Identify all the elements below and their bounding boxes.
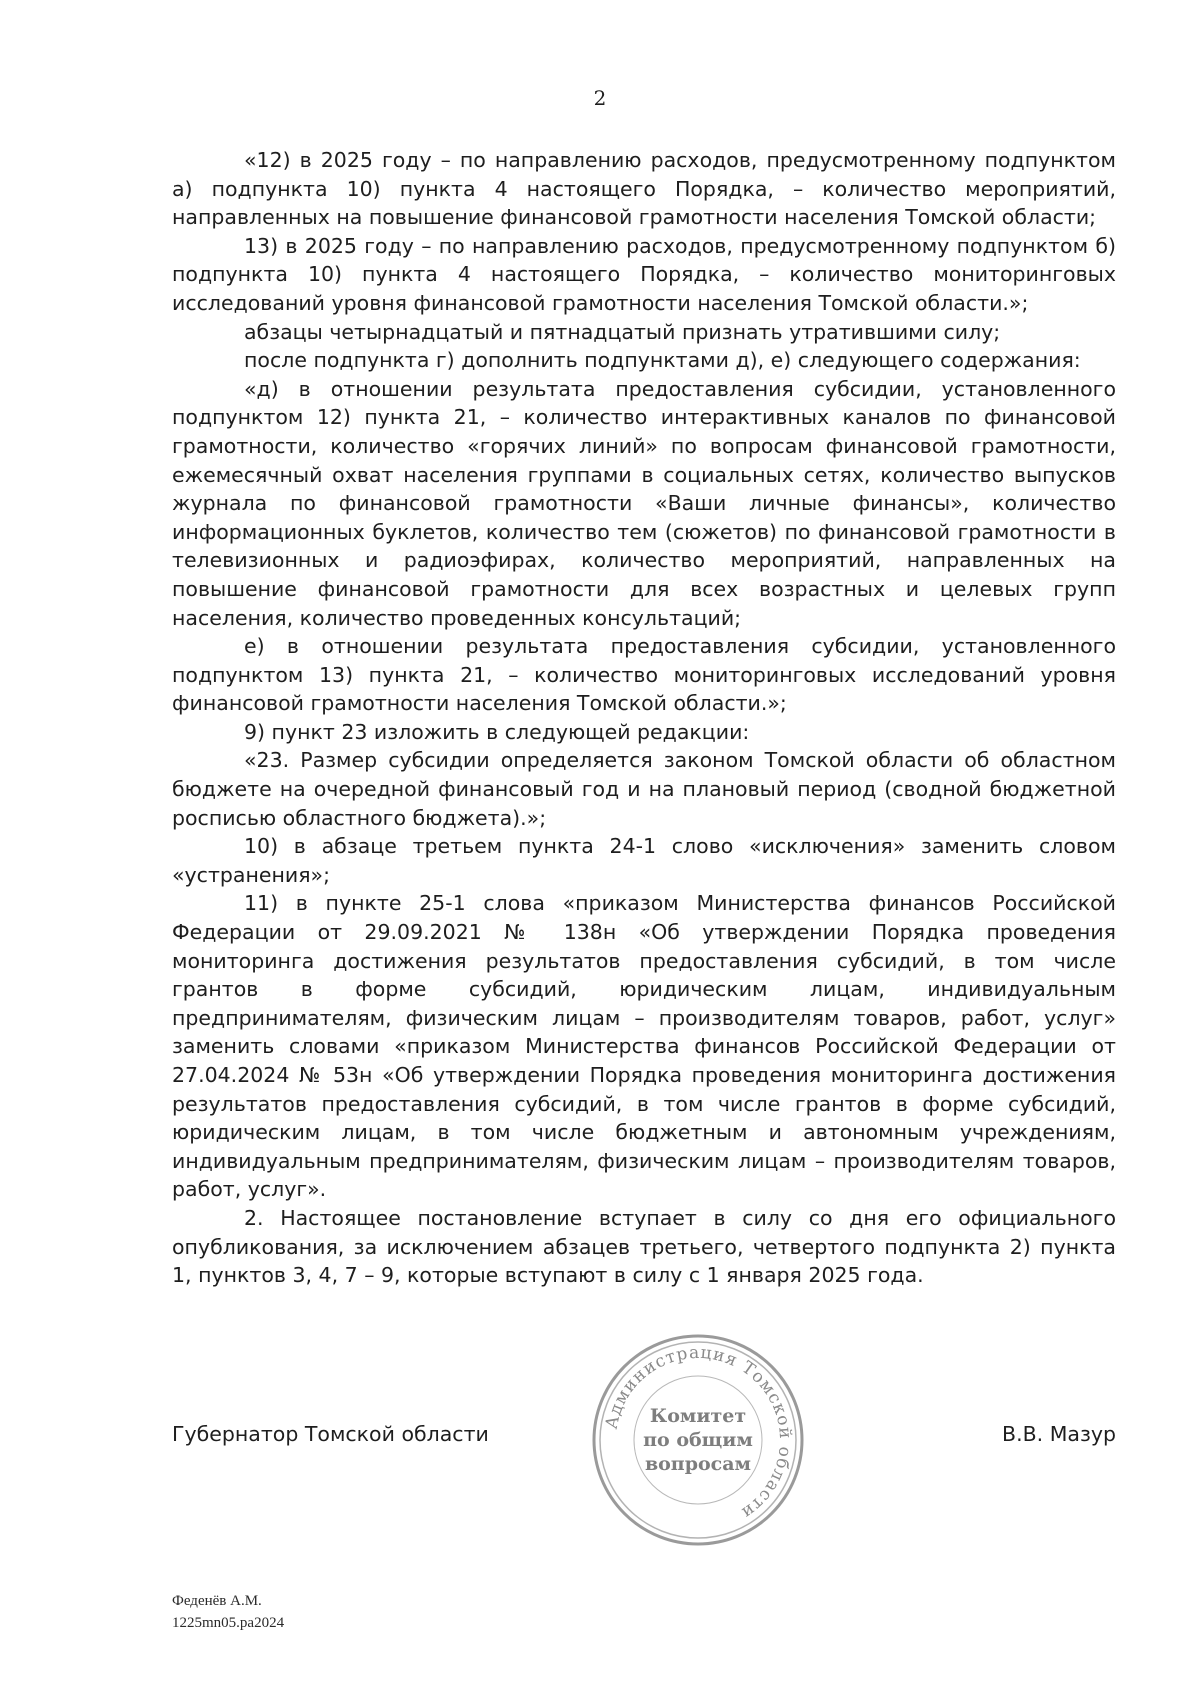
paragraph-item-12: «12) в 2025 году – по направлению расходов, предусмотренному подпунктом а) подпункта 10) пункта 4 настоящего Порядка, – количество мероприятий, направленных на повышение финансовой грамотности населения Томской области; (172, 148, 1116, 230)
document-code: 1225mn05.pa2024 (172, 1615, 285, 1631)
seal-ring-text: Администрация Томской области (601, 1342, 796, 1524)
paragraph-item-13: 13) в 2025 году – по направлению расходов, предусмотренному подпунктом б) подпункта 10) пункта 4 настоящего Порядка, – количество мониторинговых исследований уровня финансовой грамотности населения Томской области.»; (172, 233, 1116, 315)
seal-center-line-1: Комитет (649, 1405, 747, 1427)
signatory-position: Губернатор Томской области (172, 1422, 489, 1446)
seal-center-line-3: вопросам (644, 1453, 752, 1475)
paragraph-add-subitems: после подпункта г) дополнить подпунктами д), е) следующего содержания: (244, 348, 1081, 373)
executor-name: Феденёв А.М. (172, 1593, 262, 1609)
paragraph-point-9: 9) пункт 23 изложить в следующей редакции: (244, 719, 750, 744)
executor-footer (172, 1590, 284, 1634)
document-body (172, 146, 1116, 1290)
signatory-name: В.В. Мазур (1002, 1422, 1116, 1446)
paragraph-effective-date: 2. Настоящее постановление вступает в силу со дня его официального опубликования, за исключением абзацев третьего, четвертого подпункта 2) пункта 1, пунктов 3, 4, 7 – 9, которые вступают в силу с 1 января 2025 года. (172, 1205, 1116, 1288)
seal-center-line-2: по общим (643, 1429, 753, 1451)
paragraph-point-23-text: «23. Размер субсидии определяется законом Томской области об областном бюджете на очередной финансовый год и на плановый период (сводной бюджетной росписью областного бюджета).»; (172, 748, 1116, 830)
paragraph-point-11: 11) в пункте 25-1 слова «приказом Министерства финансов Российской Федерации от 29.09.2021 № 138н «Об утверждении Порядка проведения мониторинга достижения результатов предоставления субсидий, в том числе грантов в форме субсидий, юридическим лицам, индивидуальным предпринимателям, физическим лицам – производителям товаров, работ, услуг» заменить словами «приказом Министерства финансов Российской Федерации от 27.04.2024 № 53н «Об утверждении Порядка проведения мониторинга достижения результатов предоставления субсидий, в том числе грантов в форме субсидий, юридическим лицам, в том числе бюджетным и автономным учреждениям, индивидуальным предпринимателям, физическим лицам – производителям товаров, работ, услуг». (172, 891, 1116, 1202)
paragraph-subitem-d: «д) в отношении результата предоставления субсидии, установленного подпунктом 12) пункта 21, – количество интерактивных каналов по финансовой грамотности, количество «горячих линий» по вопросам финансовой грамотности, ежемесячный охват населения группами в социальных сетях, количество выпусков журнала по финансовой грамотности «Ваши личные финансы», количество информационных буклетов, количество тем (сюжетов) по финансовой грамотности в телевизионных и радиоэфирах, количество мероприятий, направленных на повышение финансовой грамотности для всех возрастных и целевых групп населения, количество проведенных консультаций; (172, 376, 1116, 630)
paragraph-subitem-e: е) в отношении результата предоставления субсидии, установленного подпунктом 13) пункта 21, – количество мониторинговых исследований уровня финансовой грамотности населения Томской области.»; (172, 634, 1116, 716)
official-seal (588, 1330, 808, 1550)
seal-graphic (588, 1330, 808, 1550)
paragraph-point-10: 10) в абзаце третьем пункта 24-1 слово «исключения» заменить словом «устранения»; (172, 834, 1116, 887)
page-number: 2 (593, 86, 607, 110)
paragraph-repeal-abzacy: абзацы четырнадцатый и пятнадцатый признать утратившими силу; (244, 319, 1001, 344)
